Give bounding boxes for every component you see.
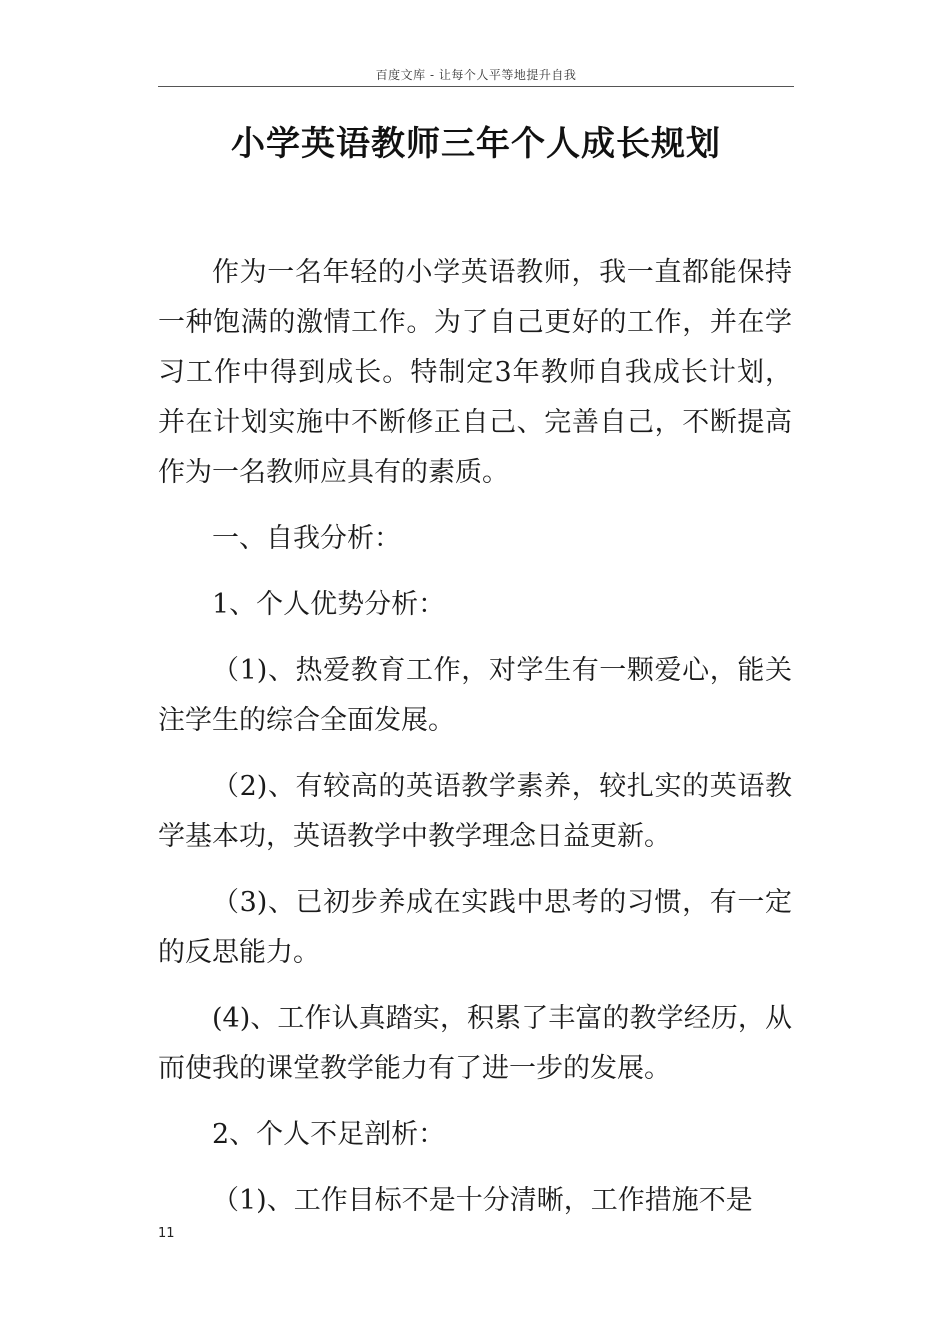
list-item-strength-4: (4)、工作认真踏实，积累了丰富的教学经历，从而使我的课堂教学能力有了进一步的发展。: [158, 1003, 792, 1084]
list-item-strength-3: （3)、已初步养成在实践中思考的习惯，有一定的反思能力。: [158, 887, 792, 968]
subsection-heading-strengths: 1、个人优势分析：: [212, 589, 446, 620]
page-number: 11: [158, 1226, 175, 1241]
list-item-strength-1: （1)、热爱教育工作，对学生有一颗爱心，能关注学生的综合全面发展。: [158, 655, 792, 736]
paragraph-intro: 作为一名年轻的小学英语教师，我一直都能保持一种饱满的激情工作。为了自己更好的工作，并在学习工作中得到成长。特制定3年教师自我成长计划，并在计划实施中不断修正自己、完善自己，不断提高作为一名教师应具有的素质。: [158, 257, 792, 488]
list-item-strength-2: （2)、有较高的英语教学素养，较扎实的英语教学基本功，英语教学中教学理念日益更新。: [158, 771, 792, 852]
header-divider: [158, 86, 794, 87]
document-body: [158, 248, 792, 1242]
page-header: 百度文库 - 让每个人平等地提升自我: [375, 68, 577, 82]
subsection-heading-weaknesses: 2、个人不足剖析：: [212, 1119, 446, 1150]
list-item-weakness-1: （1)、工作目标不是十分清晰，工作措施不是: [212, 1185, 753, 1216]
section-heading-self-analysis: 一、自我分析：: [212, 523, 401, 554]
document-title: 小学英语教师三年个人成长规划: [231, 124, 721, 164]
